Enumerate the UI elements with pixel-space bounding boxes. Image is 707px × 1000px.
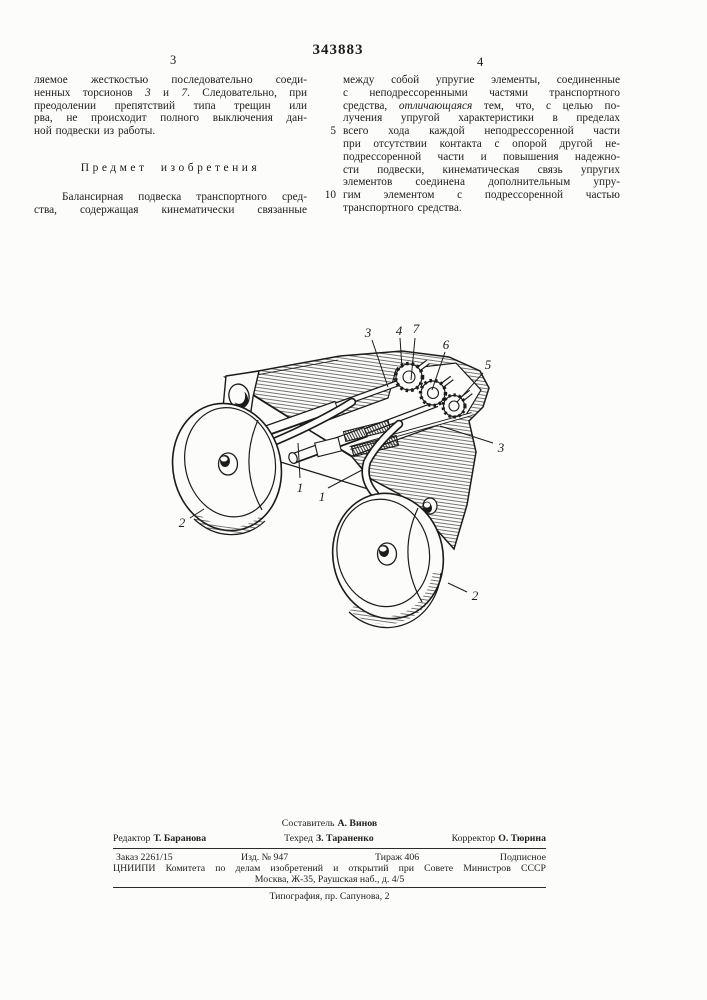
figure-label-5: 5 (484, 357, 492, 372)
column-right: между собой упругие элементы, соединенные с неподрессоренными частями транспортного средства, отличающаяся тем, что, с целью по- лучения упругой характеристики в пределах всего хода каждой неподрессоренной части при отсутствии контакта с опорой другой не- подрессоренной части и повышения надежно- сти подвески, кинематическая связь упругих элементов соединена дополнительным упру- гим элементом с подрессоренной частью транспортного средства. (343, 74, 621, 214)
column-left (34, 74, 307, 217)
typography-line: Типография, пр. Сапунова, 2 (269, 891, 390, 902)
figure-label-3: 3 (364, 325, 372, 340)
edition-number: Изд. № 947 (241, 852, 289, 863)
body-paragraph-continuation: ляемое жесткостью последовательно соеди- ненных торсионов 3 и 7. Следовательно, при преодолении препятствий типа трещин или рва, не происходит полного выключения дан- ной подвески из работы. (34, 74, 308, 138)
figure-label-1: 1 (296, 480, 304, 495)
staff-line (113, 833, 546, 844)
patent-figure-drawing (150, 298, 530, 632)
print-run: Тираж 406 (375, 852, 420, 863)
subscription-note: Подписное (499, 852, 546, 863)
claim-line-number-10: 10 (324, 189, 336, 201)
order-number: Заказ 2261/15 (116, 852, 173, 863)
order-line (113, 852, 546, 863)
patent-number: 343883 (312, 42, 364, 58)
imprint-footer (113, 818, 546, 902)
figure-label-3b: 3 (497, 440, 505, 455)
figure-label-2b: 2 (471, 588, 479, 603)
editor-credit: Редактор Т. Баранова (113, 833, 207, 844)
page-number-left: 3 (170, 53, 177, 67)
compiler-line: Составитель А. Винов (281, 818, 378, 829)
figure-label-4: 4 (395, 323, 403, 338)
figure-label-7: 7 (412, 321, 420, 336)
figure-label-6: 6 (442, 337, 450, 352)
claim-paragraph: Балансирная подвеска транспортного сред- ства, содержащая кинематически связанные (34, 190, 307, 216)
footer-rule-bottom (113, 887, 546, 888)
claim-line-number-5: 5 (330, 125, 336, 137)
section-heading: Предмет изобретения (80, 161, 261, 174)
footer-rule-top (113, 848, 546, 849)
page-number-right: 4 (477, 55, 484, 69)
corrector-credit: Корректор О. Тюрина (451, 833, 546, 844)
publisher-address: Москва, Ж-35, Раушская наб., д. 4/5 (254, 874, 405, 885)
techred-credit: Техред З. Тараненко (284, 833, 374, 844)
figure-label-2: 2 (178, 515, 186, 530)
figure-label-1b: 1 (318, 489, 326, 504)
publisher-line: ЦНИИПИ Комитета по делам изобретений и открытий при Совете Министров СССР (113, 863, 546, 874)
